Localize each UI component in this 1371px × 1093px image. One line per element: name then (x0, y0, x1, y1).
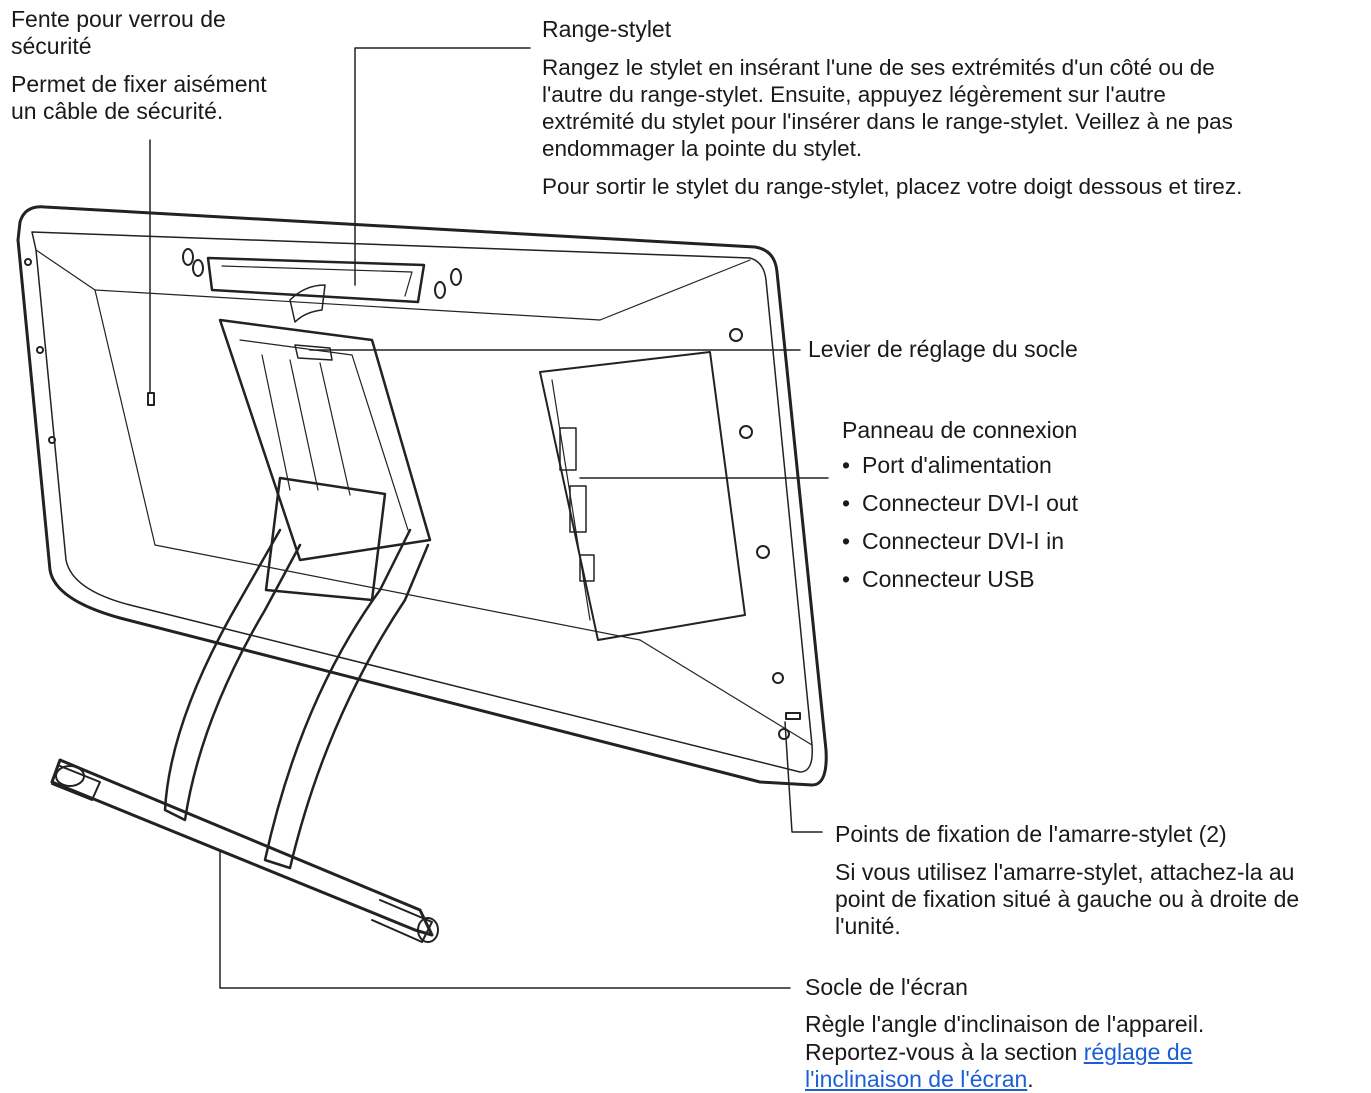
pen-holder-description: Rangez le stylet en insérant l'une de ses extrémités d'un côté ou de l'autre du range-stylet. Ensuite, appuyez légèrement sur l'autre extrémité du stylet pour l'insérer dans le range-stylet. Veillez à ne pas endommager la pointe du stylet. (542, 55, 1233, 161)
pen-holder-title: Range-stylet (542, 16, 672, 42)
leader-display-stand (220, 850, 790, 988)
pen-tether-title: Points de fixation de l'amarre-stylet (2) (835, 821, 1227, 847)
pen-tether-description: Si vous utilisez l'amarre-stylet, attachez-la au point de fixation situé à gauche ou à droite de l'unité. (835, 859, 1300, 939)
reference-prefix: Reportez-vous à la section (805, 1039, 1084, 1065)
pen-holder-shape (183, 249, 461, 322)
list-item-power-port: • Port d'alimentation (842, 452, 1078, 490)
list-item-usb: • Connecteur USB (842, 566, 1078, 604)
tablet-body (18, 207, 826, 785)
display-stand-reference (805, 1039, 1345, 1093)
connection-panel-list (842, 452, 1078, 604)
reference-suffix: . (1027, 1066, 1034, 1092)
pen-holder-removal-note: Pour sortir le stylet du range-stylet, placez votre doigt dessous et tirez. (542, 174, 1243, 199)
tilt-adjustment-link[interactable]: réglage de l'inclinaison de l'écran (805, 1039, 1193, 1092)
connection-panel-shape (540, 352, 745, 640)
stand-legs-shape (52, 530, 438, 942)
stand-hinge-shape (220, 320, 430, 600)
display-stand-description: Règle l'angle d'inclinaison de l'appareil. (805, 1011, 1205, 1037)
security-slot-title: Fente pour verrou de sécurité (11, 6, 226, 59)
display-stand-title: Socle de l'écran (805, 974, 968, 1000)
connection-panel-title: Panneau de connexion (842, 417, 1078, 443)
list-item-dvi-in: • Connecteur DVI-I in (842, 528, 1078, 566)
list-item-dvi-out: • Connecteur DVI-I out (842, 490, 1078, 528)
leader-pen-tether (785, 722, 822, 832)
stand-lever-title: Levier de réglage du socle (808, 336, 1078, 362)
security-slot-description: Permet de fixer aisément un câble de sécurité. (11, 71, 267, 124)
